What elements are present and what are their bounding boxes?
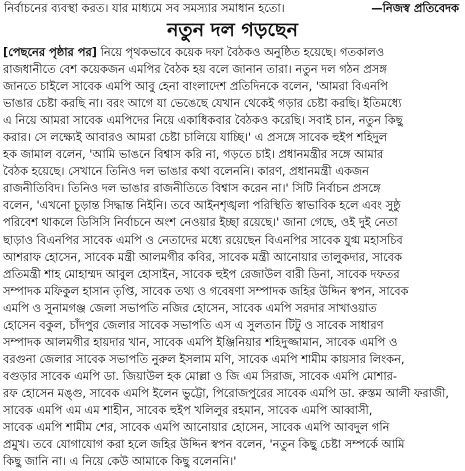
preceding-text: নির্বাচনের ব্যবস্থা করত। যার মাধ্যমে সব সমস্যার সমাধান হতো। (4, 1, 285, 15)
body-line: ভাঙার চেষ্টা করছি না। বরং আগে যা ভেঙেছে যেখান থেকেই গড়ার চেষ্টা করছি। ইতিমধ্যে (3, 96, 402, 111)
body-line: পরিবেশ থাকলে ডিসিসি নির্বাচনে অংশ নেওয়ার ইচ্ছা রয়েছে।' জানা গেছে, ওই দুই নেতা (3, 215, 398, 230)
body-line: জানতে চাইলে সাবেক এমপি আবু হেনা বাংলাদেশ প্রতিদিনকে বলেন, 'আমরা বিএনপি (3, 79, 388, 94)
preceding-article-tail (0, 0, 465, 16)
byline: —নিজস্ব প্রতিবেদক (371, 1, 459, 15)
body-line: সাবেক এমপি শামীম শের, সাবেক এমপি আনোয়ার হোসেন, সাবেক এমপি আবদুল গনি (3, 420, 390, 435)
body-line: রাজধানীতে বেশ কয়েকজন এমপির বৈঠক হয় বলে জানান তারা। নতুন দল গঠন প্রসঙ্গ (3, 62, 387, 77)
body-line: কিছু জানি না। এ নিয়ে কেউ আমাকে কিছু বলেননি।' (3, 454, 237, 469)
body-line: বৈঠক হয়েছে। সেখানে তিনিও দল ভাঙার কথা বলেননি। কারণ, প্রধানমন্ত্রী একজন (3, 164, 369, 179)
body-line: রাজনীতিবিদ। তিনিও দল ভাঙার রাজনীতিতে বিশ্বাস করেন না।' সিটি নির্বাচন প্রসঙ্গে (3, 181, 381, 196)
body-line: [পেছনের পৃষ্ঠার পর] নিয়ে পৃথকভাবে কয়েক দফা বৈঠকও অনুষ্ঠিত হয়েছে। গতকালও (3, 45, 385, 59)
body-line: প্রতিমন্ত্রী শাহ মোহাম্মদ আবুল হোসাইন, সাবেক হুইপ রেজাউল বারী ডিনা, সাবেক দফতর (3, 266, 400, 281)
body-line: এমপি ও সুনামগঞ্জ জেলা সভাপতি নজির হোসেন, সাবেক এমপি সরদার সাখাওয়াত (3, 300, 377, 315)
body-line: সম্পাদক আলমগীর হায়দার খান, সাবেক এমপি ইঞ্জিনিয়ার শহিদুজ্জামান, সাবেক এমপি ও (3, 334, 398, 349)
body-line: বরগুনা জেলার সাবেক সভাপতি নুরুল ইসলাম মণি, সাবেক এমপি শামীম কায়সার লিংকন, (3, 351, 405, 366)
body-line: হোসেন বকুল, চাঁদপুর জেলার সাবেক সভাপতি এস এ সুলতান টিটু ও সাবেক সাধারণ (3, 317, 384, 332)
body-line: ছাড়াও বিএনপির সাবেক এমপি ও নেতাদের মধ্যে রয়েছেন বিএনপির সাবেক যুগ্ম মহাসচিব (3, 232, 403, 247)
article-body (0, 44, 465, 470)
body-line: প্রমুখ। তবে যোগাযোগ করা হলে জহির উদ্দিন স্বপন বলেন, 'নতুন কিছু চেষ্টা সম্পর্কে আমি (3, 437, 405, 452)
body-line: হক জামাল বলেন, 'আমি ভাঙনে বিশ্বাস করি না, গড়তে চাই। প্রধানমন্ত্রীর সঙ্গে আমার (3, 147, 384, 162)
body-line: বগুড়ার সাবেক এমপি ডা. জিয়াউল হক মোল্লা ও জি এম সিরাজ, সাবেক এমপি মোশার- (3, 368, 397, 383)
body-line: সাবেক এমপি এম এম শাহীন, সাবেক হুইপ খলিলুর রহমান, সাবেক এমপি আব্বাসী, (3, 402, 373, 417)
body-line: সম্পাদক মফিকুল হাসান তৃপ্তি, সাবেক তথ্য ও গবেষণা সম্পাদক জহির উদ্দিন স্বপন, সাবেক (3, 283, 409, 298)
continued-label: [পেছনের পৃষ্ঠার পর] (3, 45, 97, 59)
headline: নতুন দল গড়ছেন (167, 19, 298, 41)
body-line: রফ হোসেন মঙ্গু, সাবেক এমপি ইলেন ভুট্টো, পিরোজপুরের সাবেক এমপি ডা. রুস্তম আলী ফরাজী, (3, 385, 449, 400)
body-line: বলেন, 'এখনো চূড়ান্ত সিদ্ধান্ত নিইনি। তবে আইনশৃঙ্খলা পরিস্থিতি স্বাভাবিক হলে এবং সুষ্ঠু (3, 198, 401, 213)
body-line: করার। সে লক্ষ্যেই আবারও আমরা চেষ্টা চালিয়ে যাচ্ছি।' এ প্রসঙ্গে সাবেক হুইপ শহিদুল (3, 130, 388, 145)
body-line: আশরাফ হোসেন, সাবেক মন্ত্রী আলমগীর কবির, সাবেক মন্ত্রী আনোয়ার তালুকদার, সাবেক (3, 249, 402, 264)
body-line: এ নিয়ে আমরা সাবেক এমপিদের নিয়ে একাধিকবার বৈঠকও করেছি। সবাই চান, নতুন কিছু (3, 113, 403, 128)
